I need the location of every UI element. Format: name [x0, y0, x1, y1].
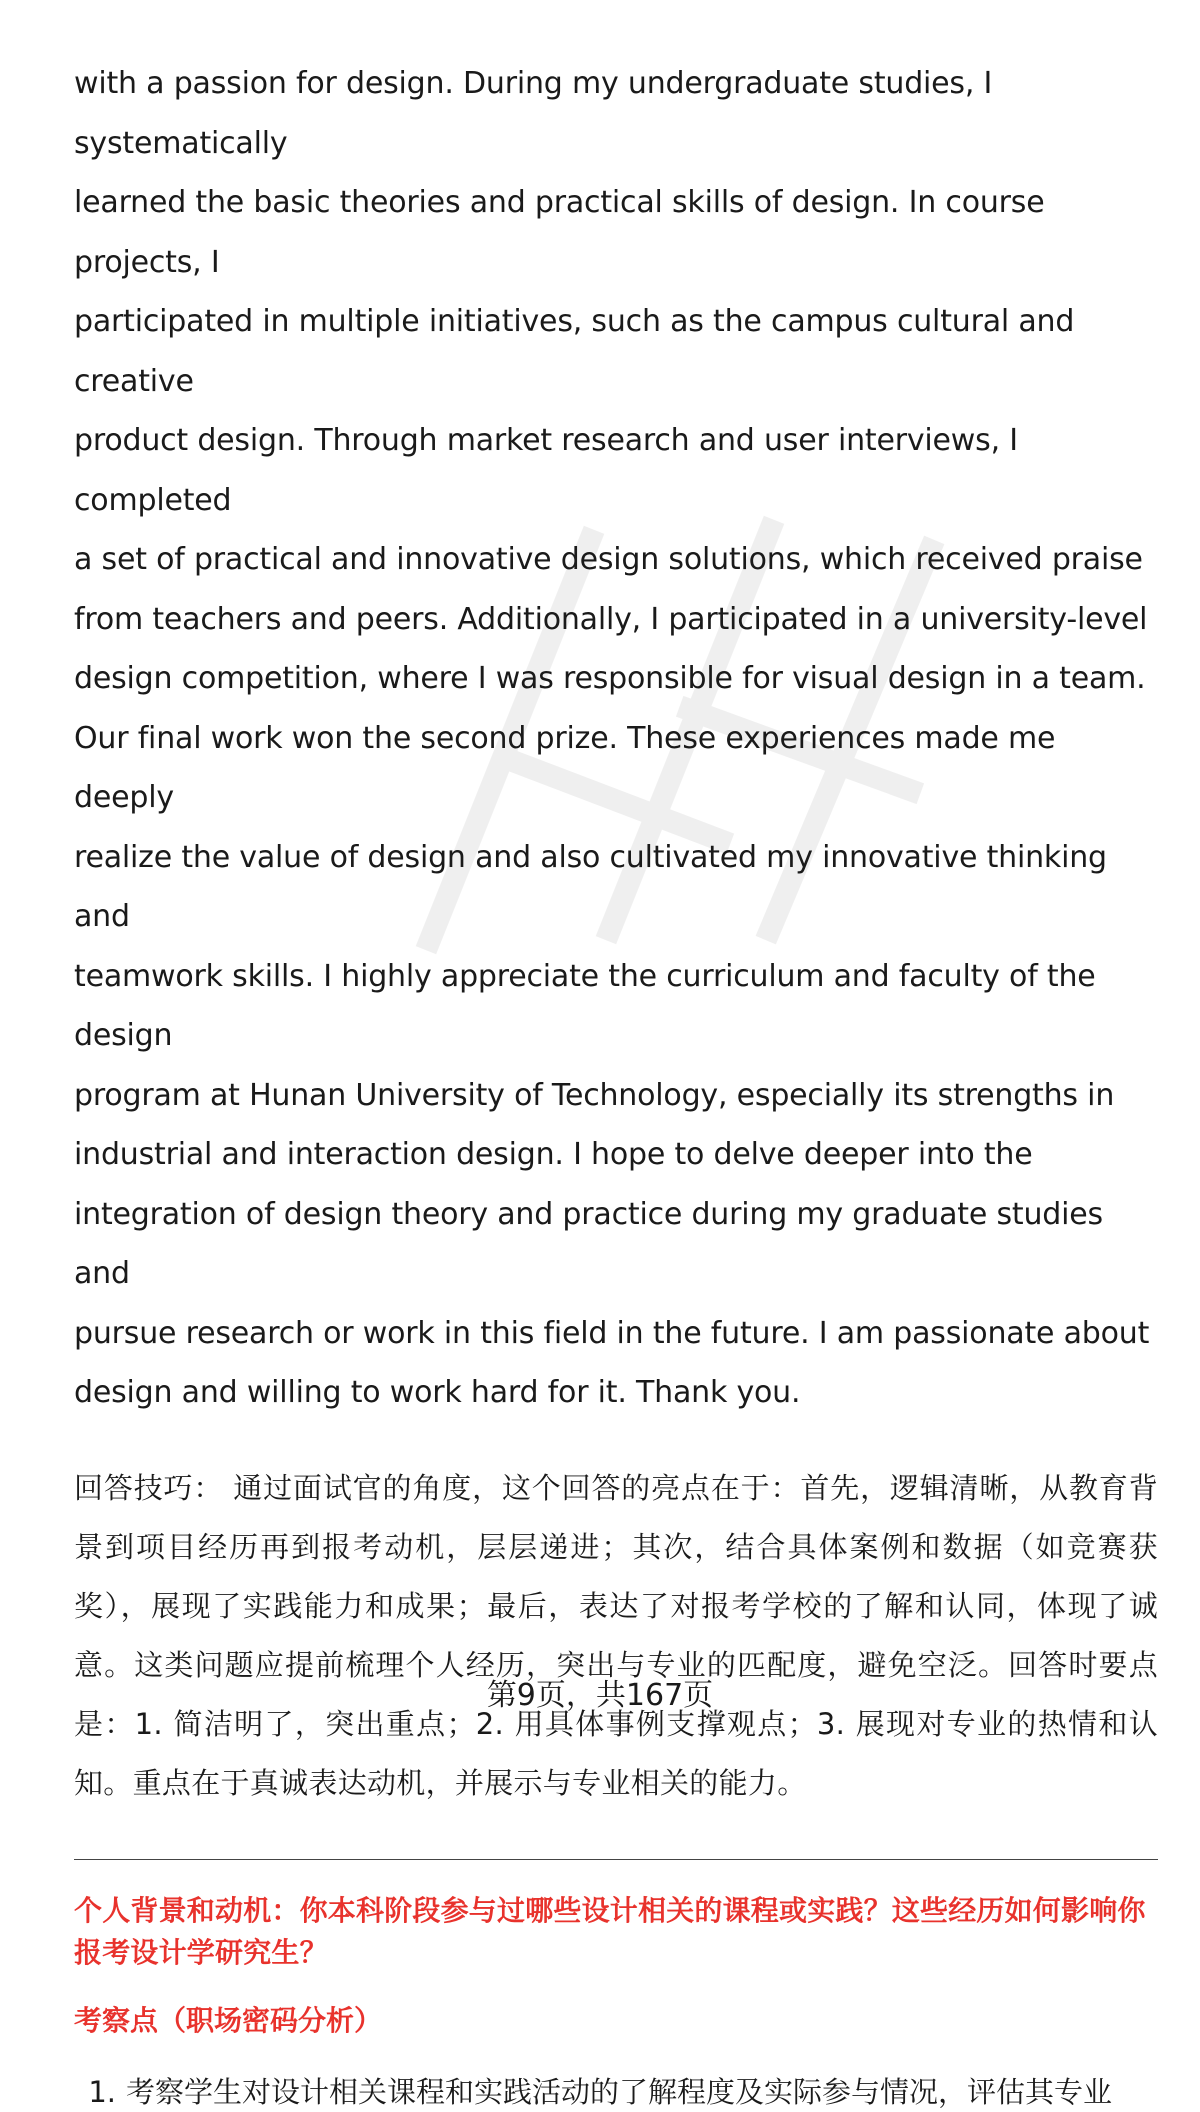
list-item-number: 1.: [88, 2074, 116, 2109]
question-heading: 个人背景和动机：你本科阶段参与过哪些设计相关的课程或实践？这些经历如何影响你报考设计学研究生？: [74, 1893, 1146, 1969]
answer-paragraph: with a passion for design. During my undergraduate studies, I systematically learned the basic theories and practical skills of design. In course projects, I participated in multiple initiatives, such as the campus cultural and creative product design. Through market research and user interviews, I completed a set of practical and innovative design solutions, which received praise from teachers and peers. Additionally, I participated in a university-level design competition, where I was responsible for visual design in a team. Our final work won the second prize. These experiences made me deeply realize the value of design and also cultivated my innovative thinking and teamwork skills. I highly appreciate the curriculum and faculty of the design program at Hunan University of Technology, especially its strengths in industrial and interaction design. I hope to delve deeper into the integration of design theory and practice during my graduate studies and pursue research or work in this field in the future. I am passionate about design and willing to work hard for it. Thank you.: [74, 66, 1150, 1410]
assessment-heading: 考察点（职场密码分析）: [74, 2003, 383, 2037]
list-item-text: 考察学生对设计相关课程和实践活动的了解程度及实际参与情况，评估其专业: [126, 2074, 1113, 2109]
list-item: [74, 2072, 1158, 2112]
answer-tips: 回答技巧： 通过面试官的角度，这个回答的亮点在于：首先，逻辑清晰，从教育背景到项目经历再到报考动机，层层递进；其次，结合具体案例和数据（如竞赛获奖），展现了实践能力和成果；最后，表达了对报考学校的了解和认同，体现了诚意。这类问题应提前梳理个人经历，突出与专业的匹配度，避免空泛。回答时要点是：1. 简洁明了，突出重点；2. 用具体事例支撑观点；3. 展现对专业的热情和认知。重点在于真诚表达动机，并展示与专业相关的能力。: [74, 1470, 1158, 1800]
section-divider: [74, 1859, 1158, 1860]
page-number: 第9页，共167页: [486, 1678, 714, 1713]
assessment-point-list: [74, 2072, 1158, 2112]
document-page: [74, 54, 1158, 2112]
